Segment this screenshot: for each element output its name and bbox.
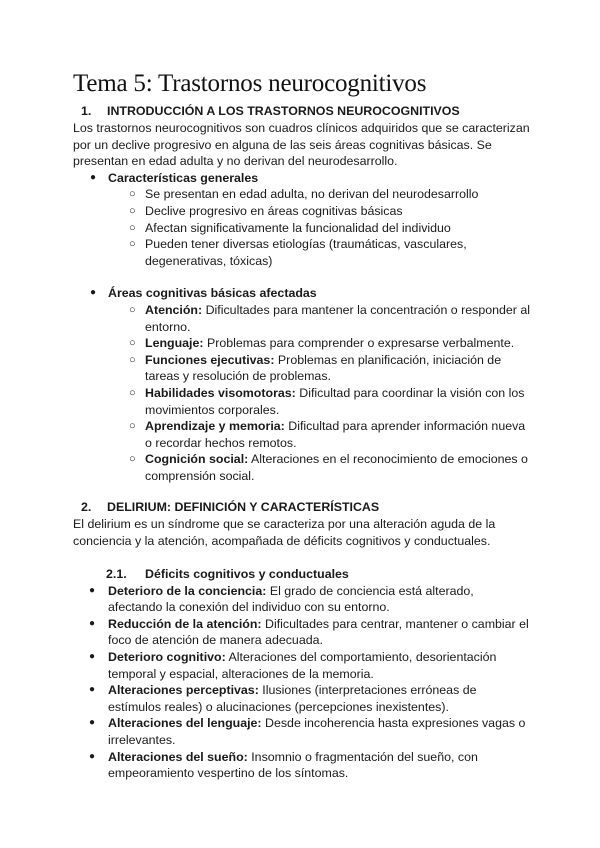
sub-list-item: ○ Pueden tener diversas etiologías (traumáticas, vasculares, degenerativas, tóxicas) bbox=[129, 237, 467, 268]
bullet-icon: ● bbox=[89, 750, 96, 762]
section-2-title: DELIRIUM: DEFINICIÓN Y CARACTERÍSTICAS bbox=[107, 500, 380, 515]
sub-list-item: ○ Se presentan en edad adulta, no derivan del neurodesarrollo bbox=[129, 187, 479, 202]
sub-list-item: ○ Lenguaje: Problemas para comprender o expresarse verbalmente. bbox=[129, 336, 515, 351]
section-1-intro: Los trastornos neurocognitivos son cuadros clínicos adquiridos que se caracterizan por un declive progresivo en alguna de las seis áreas cognitivas básicas. Se presentan en edad adulta y no derivan del neurodesarrollo. bbox=[73, 121, 530, 169]
circle-bullet-icon: ○ bbox=[129, 238, 136, 251]
bullet-icon: ● bbox=[90, 171, 97, 183]
circle-bullet-icon: ○ bbox=[129, 337, 136, 350]
section-1-number: 1. bbox=[81, 104, 92, 118]
section-1-list bbox=[73, 170, 530, 485]
subsection-2-1-list bbox=[73, 583, 530, 782]
sub-list-item: ○ Habilidades visomotoras: Dificultad para coordinar la visión con los movimientos corporales. bbox=[129, 385, 525, 417]
bullet-icon: ● bbox=[89, 617, 96, 629]
subsection-2-1-heading bbox=[73, 566, 530, 583]
bullet-icon: ● bbox=[89, 717, 96, 729]
section-2-intro: El delirium es un síndrome que se caracteriza por una alteración aguda de la conciencia y la atención, acompañada de déficits cognitivos y conductuales. bbox=[73, 517, 496, 549]
circle-bullet-icon: ○ bbox=[129, 221, 136, 234]
list-item: ● Alteraciones perceptivas: Ilusiones (interpretaciones erróneas de estímulos reales) o alucinaciones (percepciones inexistentes). bbox=[89, 683, 477, 714]
circle-bullet-icon: ○ bbox=[129, 303, 136, 316]
circle-bullet-icon: ○ bbox=[129, 420, 136, 433]
subsection-2-1-number: 2.1. bbox=[106, 566, 127, 581]
list-item: ● Alteraciones del lenguaje: Desde incoherencia hasta expresiones vagas o irrelevantes. bbox=[89, 716, 526, 747]
bullet-icon: ● bbox=[90, 287, 97, 299]
section-2-number: 2. bbox=[81, 500, 92, 515]
sub-list-item: ○ Afectan significativamente la funcionalidad del individuo bbox=[129, 220, 451, 235]
group-label: Características generales bbox=[108, 170, 259, 185]
sub-list-item: ○ Aprendizaje y memoria: Dificultad para aprender información nueva o recordar hechos remotos. bbox=[129, 419, 526, 450]
list-item: ● Reducción de la atención: Dificultades para centrar, mantener o cambiar el foco de atención de manera adecuada. bbox=[89, 616, 529, 648]
page-title: Tema 5: Trastornos neurocognitivos bbox=[73, 70, 427, 97]
sub-list-item: ○ Cognición social: Alteraciones en el reconocimiento de emociones o comprensión social. bbox=[129, 452, 528, 483]
sub-list bbox=[108, 186, 530, 269]
list-item: ● Deterioro cognitivo: Alteraciones del comportamiento, desorientación temporal y espacial, alteraciones de la memoria. bbox=[89, 650, 497, 681]
circle-bullet-icon: ○ bbox=[129, 386, 136, 399]
circle-bullet-icon: ○ bbox=[129, 353, 136, 366]
subsection-2-1-title: Déficits cognitivos y conductuales bbox=[145, 566, 349, 581]
section-1-heading bbox=[73, 103, 530, 120]
circle-bullet-icon: ○ bbox=[129, 204, 136, 217]
circle-bullet-icon: ○ bbox=[129, 453, 136, 466]
section-2-heading bbox=[73, 499, 530, 516]
circle-bullet-icon: ○ bbox=[129, 188, 136, 201]
list-item: ● Alteraciones del sueño: Insomnio o fragmentación del sueño, con empeoramiento vespertino de los síntomas. bbox=[89, 749, 478, 781]
list-item: ● Deterioro de la conciencia: El grado de conciencia está alterado, afectando la conexión del individuo con su entorno. bbox=[89, 583, 474, 615]
sub-list-item: ○ Atención: Dificultades para mantener la concentración o responder al entorno. bbox=[129, 302, 531, 334]
list-item bbox=[73, 285, 530, 484]
sub-list-item: ○ Declive progresivo en áreas cognitivas básicas bbox=[129, 203, 403, 218]
group-label: Áreas cognitivas básicas afectadas bbox=[108, 286, 317, 301]
list-item bbox=[73, 170, 530, 270]
bullet-icon: ● bbox=[89, 684, 96, 696]
bullet-icon: ● bbox=[89, 651, 96, 663]
sub-list-item: ○ Funciones ejecutivas: Problemas en planificación, iniciación de tareas y resolución de problemas. bbox=[129, 352, 502, 384]
sub-list bbox=[108, 302, 530, 485]
bullet-icon: ● bbox=[89, 584, 96, 596]
section-1-title: INTRODUCCIÓN A LOS TRASTORNOS NEUROCOGNITIVOS bbox=[107, 104, 460, 118]
